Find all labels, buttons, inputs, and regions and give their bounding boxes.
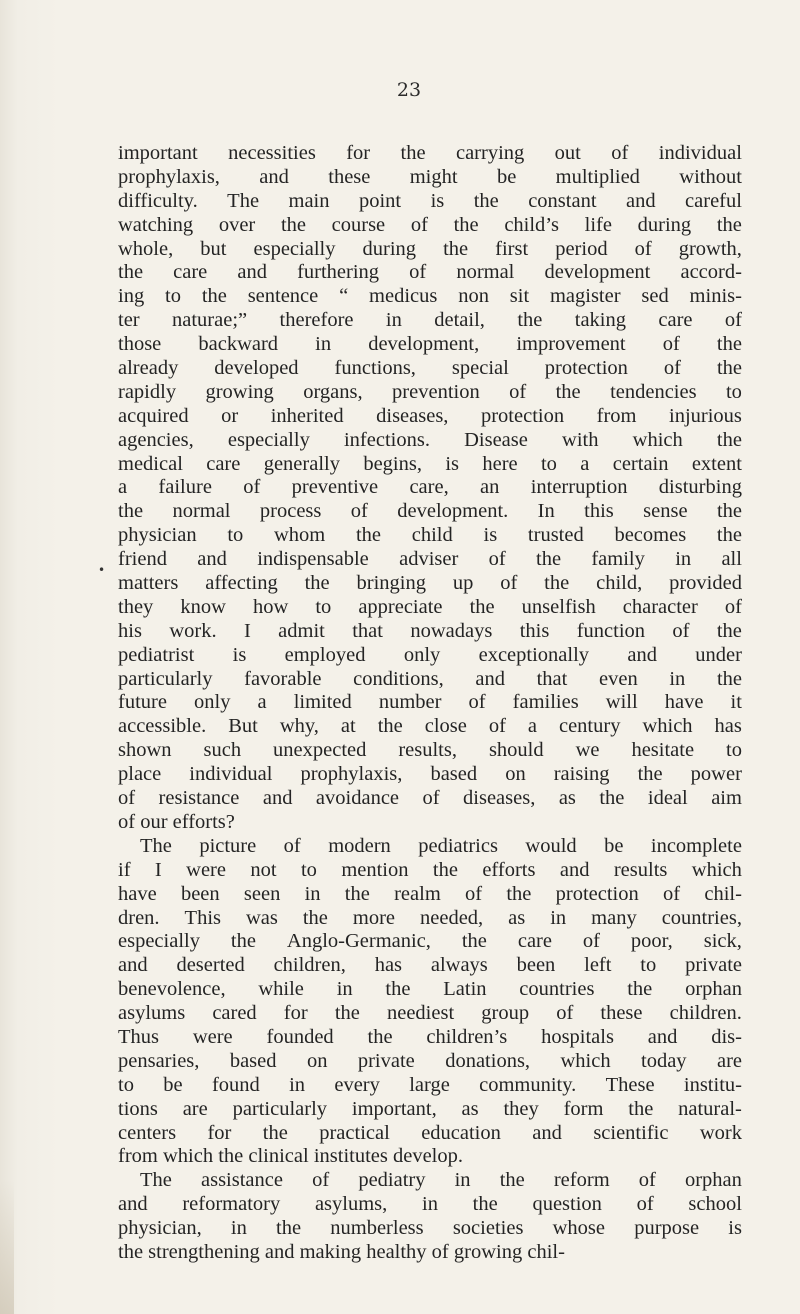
- text-line: agencies, especially infections. Disease with which the: [118, 428, 742, 451]
- text-line: of our efforts?: [118, 810, 235, 833]
- text-line: ter naturae;” therefore in detail, the taking care of: [118, 309, 742, 332]
- text-line: they know how to appreciate the unselfish character of: [118, 595, 742, 618]
- text-line: pediatrist is employed only exceptionally and under: [118, 643, 742, 666]
- text-line: and deserted children, has always been left to private: [118, 954, 742, 977]
- margin-mark-icon: •: [98, 563, 106, 577]
- text-line: difficulty. The main point is the constant and careful: [118, 189, 742, 212]
- text-line: place individual prophylaxis, based on raising the power: [118, 763, 742, 786]
- body-text: [118, 142, 742, 1265]
- text-line: physician to whom the child is trusted becomes the: [118, 524, 742, 547]
- text-line: The assistance of pediatry in the reform of orphan: [140, 1169, 742, 1192]
- text-line: particularly favorable conditions, and that even in the: [118, 667, 742, 690]
- text-line: his work. I admit that nowadays this function of the: [118, 619, 742, 642]
- text-line: asylums cared for the neediest group of these children.: [118, 1002, 742, 1025]
- text-line: of resistance and avoidance of diseases, as the ideal aim: [118, 787, 742, 810]
- text-line: whole, but especially during the first period of growth,: [118, 237, 742, 260]
- text-line: dren. This was the more needed, as in many countries,: [118, 906, 742, 929]
- text-line: prophylaxis, and these might be multiplied without: [118, 165, 742, 188]
- text-line: and reformatory asylums, in the question of school: [118, 1193, 742, 1216]
- text-line: Thus were founded the children’s hospitals and dis-: [118, 1025, 742, 1048]
- text-line: especially the Anglo-Germanic, the care of poor, sick,: [118, 930, 742, 953]
- text-line: the care and furthering of normal development accord-: [118, 261, 742, 284]
- text-line: The picture of modern pediatrics would be incomplete: [140, 834, 742, 857]
- text-line: a failure of preventive care, an interruption disturbing: [118, 476, 742, 499]
- text-line: physician, in the numberless societies whose purpose is: [118, 1217, 742, 1240]
- text-line: pensaries, based on private donations, which today are: [118, 1049, 742, 1072]
- text-line: benevolence, while in the Latin countries the orphan: [118, 978, 742, 1001]
- text-line: to be found in every large community. These institu-: [118, 1073, 742, 1096]
- text-line: from which the clinical institutes develop.: [118, 1145, 463, 1168]
- text-line: rapidly growing organs, prevention of the tendencies to: [118, 380, 742, 403]
- text-line: friend and indispensable adviser of the family in all: [118, 548, 742, 571]
- text-line: acquired or inherited diseases, protection from injurious: [118, 404, 742, 427]
- text-line: shown such unexpected results, should we hesitate to: [118, 739, 742, 762]
- text-line: have been seen in the realm of the protection of chil-: [118, 882, 742, 905]
- text-line: matters affecting the bringing up of the child, provided: [118, 572, 742, 595]
- text-line: accessible. But why, at the close of a century which has: [118, 715, 742, 738]
- page-edge-shadow: [0, 1180, 14, 1314]
- text-line: if I were not to mention the efforts and results which: [118, 858, 742, 881]
- text-line: future only a limited number of families will have it: [118, 691, 742, 714]
- text-line: tions are particularly important, as they form the natural-: [118, 1097, 742, 1120]
- text-line: centers for the practical education and scientific work: [118, 1121, 742, 1144]
- text-line: watching over the course of the child’s life during the: [118, 213, 742, 236]
- text-line: ing to the sentence “ medicus non sit magister sed minis-: [118, 285, 742, 308]
- page-number: 23: [396, 79, 422, 101]
- text-line: the normal process of development. In this sense the: [118, 500, 742, 523]
- text-line: already developed functions, special protection of the: [118, 357, 742, 380]
- text-line: medical care generally begins, is here to a certain extent: [118, 452, 742, 475]
- text-line: important necessities for the carrying out of individual: [118, 142, 742, 164]
- text-line: those backward in development, improvement of the: [118, 333, 742, 356]
- text-line: the strengthening and making healthy of growing chil-: [118, 1240, 565, 1263]
